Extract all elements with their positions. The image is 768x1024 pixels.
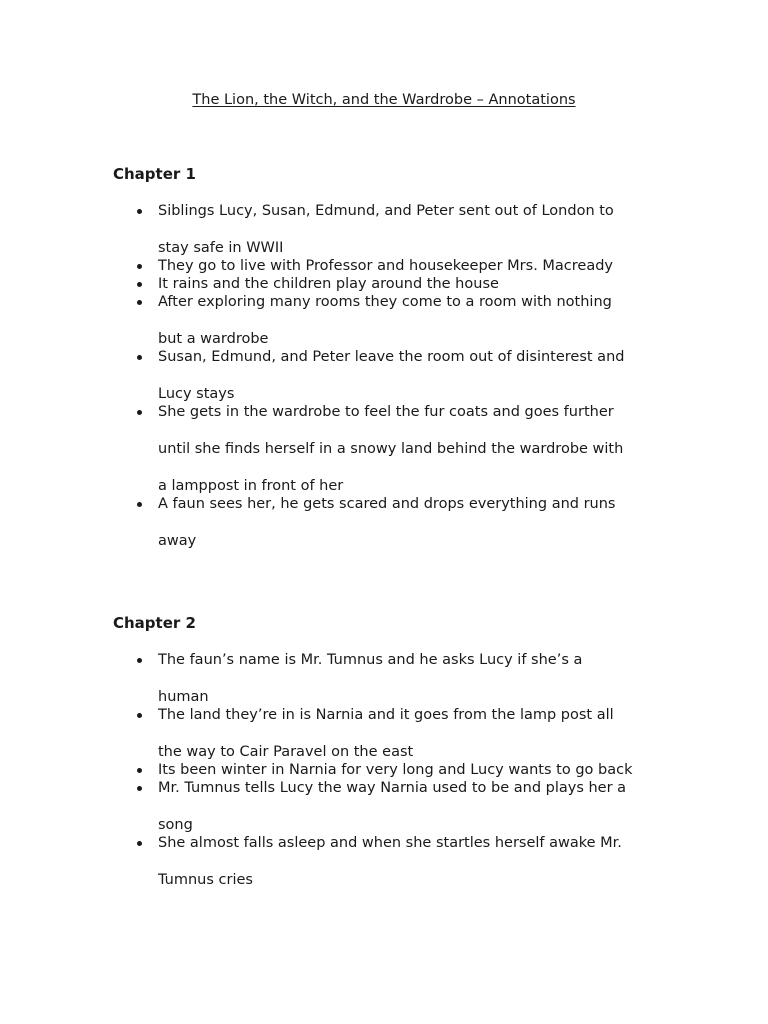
chapter-2-heading: Chapter 2 [113,614,196,632]
bullet-line: until she finds herself in a snowy land behind the wardrobe with [158,441,624,457]
bullet-line: Tumnus cries [158,872,253,888]
bullet-item [133,761,673,779]
bullet-item [133,834,673,889]
bullet-line: She almost falls asleep and when she startles herself awake Mr. [158,835,622,851]
bullet-item [133,293,673,348]
bullet-line: away [158,533,197,549]
bullet-item [133,348,673,403]
bullet-line: A faun sees her, he gets scared and drops everything and runs [158,496,616,512]
bullet-line: She gets in the wardrobe to feel the fur coats and goes further [158,404,614,420]
document-title: The Lion, the Witch, and the Wardrobe – Annotations [192,92,576,108]
bullet-line: the way to Cair Paravel on the east [158,744,414,760]
bullet-line: but a wardrobe [158,331,269,347]
bullet-line: The faun’s name is Mr. Tumnus and he asks Lucy if she’s a [158,652,583,668]
bullet-line: stay safe in WWII [158,240,284,256]
chapter-2-bullet-list [133,651,673,889]
bullet-line: Siblings Lucy, Susan, Edmund, and Peter sent out of London to [158,203,614,219]
bullet-line: It rains and the children play around the house [158,276,499,292]
bullet-line: song [158,817,193,833]
bullet-item [133,257,673,275]
chapter-1-heading: Chapter 1 [113,165,196,183]
bullet-line: Lucy stays [158,386,235,402]
bullet-item [133,651,673,706]
bullet-line: They go to live with Professor and housekeeper Mrs. Macready [158,258,614,274]
bullet-line: Its been winter in Narnia for very long and Lucy wants to go back [158,762,633,778]
bullet-item [133,202,673,257]
bullet-line: Susan, Edmund, and Peter leave the room out of disinterest and [158,349,625,365]
bullet-item [133,779,673,834]
bullet-item [133,706,673,761]
bullet-line: human [158,689,209,705]
bullet-item [133,403,673,495]
bullet-line: a lamppost in front of her [158,478,344,494]
bullet-line: Mr. Tumnus tells Lucy the way Narnia used to be and plays her a [158,780,627,796]
bullet-item [133,275,673,293]
bullet-line: After exploring many rooms they come to a room with nothing [158,294,612,310]
bullet-item [133,495,673,550]
bullet-line: The land they’re in is Narnia and it goes from the lamp post all [158,707,614,723]
chapter-1-bullet-list [133,202,673,550]
